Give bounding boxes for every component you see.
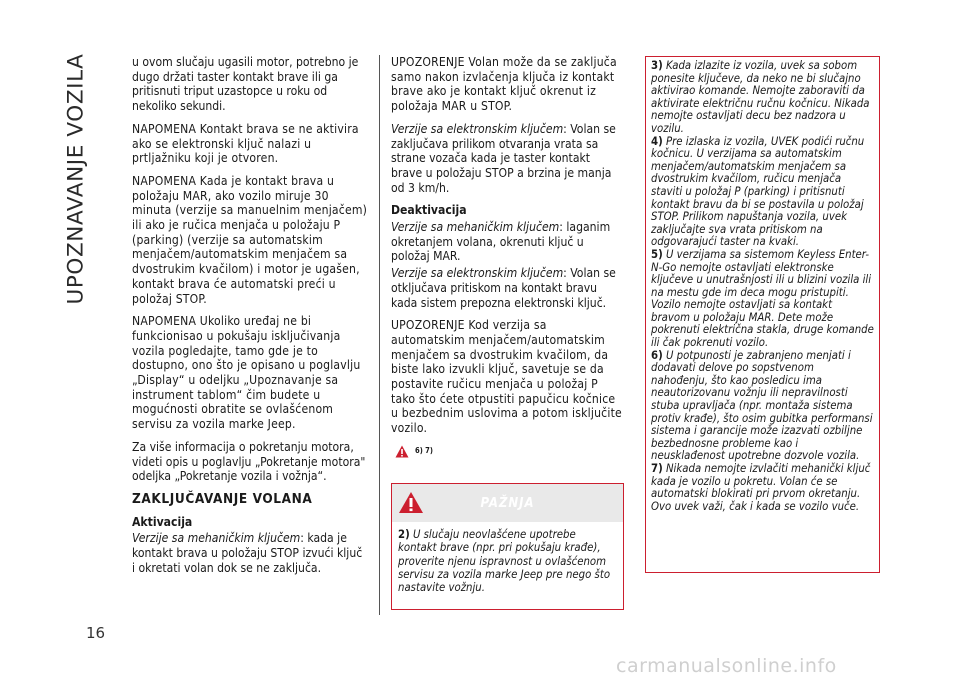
note-text: Nikada nemojte izvlačiti mehanički ključ kada je vozilo u pokretu. Volan će se automatski blokirati pri prvom okretanju. Ovo uvek važi, čak i kada se vozilo vuče. <box>651 462 871 513</box>
warning-paragraph: UPOZORENJE Volan može da se zaključa samo nakon izvlačenja ključa iz kontakt brave ako je kontakt ključ okrenut iz položaja MAR u STOP. <box>391 55 617 114</box>
watermark: carmanualsonline.info <box>616 655 837 677</box>
note-item <box>651 136 874 249</box>
section-heading: ZAKLJUČAVANJE VOLANA <box>132 490 313 507</box>
paragraph: Za više informacija o pokretanju motora, videti opis u poglavlju „Pokretanje motora" odeljka „Pokretanje vozila i vožnja“. <box>132 439 366 484</box>
note-text: U verzijama sa sistemom Keyless Enter-N-Go nemojte ostavljati elektronske ključeve u unutrašnjosti ili u blizini vozila ili na mestu gde im deca mogu pristupiti. Vozilo nemojte ostavljati sa kontakt bravom u položaju MAR. Dete može pokrenuti električna stakla, druge komande ili čak pokrenuti vozilo. <box>651 247 874 350</box>
paragraph <box>391 122 624 196</box>
subheading: Aktivacija <box>132 514 193 529</box>
note-paragraph: NAPOMENA Kada je kontakt brava u položaju MAR, ako vozilo miruje 30 minuta (verzije sa manuelnim menjačem) ili ako je ručica menjača u položaju P (parking) (verzije sa automatskim menjačem/automatskim menjačem sa dvostrukim kvačilom) i motor je ugašen, kontakt brava će automatski preći u položaj STOP. <box>132 173 368 306</box>
warning-number: 2) <box>398 528 410 541</box>
note-item <box>651 350 874 463</box>
column-divider <box>379 55 380 615</box>
warning-body: U slučaju neovlašćene upotrebe kontakt brave (npr. pri pokušaju krađe), proverite njenu ispravnost u ovlašćenom servisu za vozila marke Jeep pre nego što nastavite vožnju. <box>398 528 611 595</box>
note-number: 3) <box>651 59 663 72</box>
note-number: 5) <box>651 247 663 261</box>
subheading: Deaktivacija <box>391 203 467 218</box>
warning-box <box>391 483 624 610</box>
version-label: Verzije sa mehaničkim ključem <box>391 220 560 235</box>
version-label: Verzije sa elektronskim ključem <box>391 121 564 136</box>
page-number: 16 <box>86 624 106 642</box>
footnote-numbers: 6) 7) <box>415 445 433 455</box>
notes-box <box>645 56 880 573</box>
warning-title: PAŽNJA <box>480 496 535 511</box>
note-text: Kada izlazite iz vozila, uvek sa sobom ponesite ključeve, da neko ne bi slučajno aktivirao komande. Nemojte zaboraviti da aktivirate električnu ručnu kočnicu. Nikada nemojte ostavljati decu bez nadzora u vozilu. <box>651 59 870 135</box>
warning-triangle-icon <box>395 445 409 458</box>
paragraph-text: : kada je kontakt brava u položaju STOP izvući ključ i okretati volan dok se ne zaključa. <box>132 531 363 575</box>
warning-paragraph: UPOZORENJE Kod verzija sa automatskim menjačem/automatskim menjačem sa dvostrukim kvačilom, da biste lako izvukli ključ, savetuje se da postavite ručicu menjača u položaj P tako što ćete otpustiti papučicu kočnice u bezbednim uslovima a potom isključite vozilo. <box>391 318 622 436</box>
paragraph-text: : laganim okretanjem volana, okrenuti ključ u položaj MAR. <box>391 220 611 264</box>
version-label: Verzije sa mehaničkim ključem <box>132 531 301 546</box>
version-label: Verzije sa elektronskim ključem <box>391 266 564 281</box>
section-title: UPOZNAVANJE VOZILA <box>63 53 89 305</box>
paragraph-text: : Volan se otključava pritiskom na kontakt bravu kada sistem prepozna elektronski ključ. <box>391 266 616 310</box>
paragraph-text: : Volan se zaključava prilikom otvaranja vrata sa strane vozača kada je taster kontakt brave u položaju STOP a brzina je manja od 3 km/h. <box>391 121 616 195</box>
paragraph <box>391 220 624 264</box>
note-paragraph: NAPOMENA Ukoliko uređaj ne bi funkcionisao u pokušaju isključivanja vozila pogledajte, tamo gde je to dostupno, ono što je opisano u poglavlju „Display“ u odeljku „Upoznavanje sa instrument tablom“ čim budete u mogućnosti obratite se ovlašćenom servisu za vozila marke Jeep. <box>132 314 361 432</box>
note-text: U potpunosti je zabranjeno menjati i dodavati delove po sopstvenom nahođenju, što kao posledicu ima neautorizovanu vožnju ili nepravilnosti stuba upravljača (npr. montaža sistema protiv krađe), što osim gubitka performansi sistema i garancije može izazvati ozbiljne bezbednosne probleme kao i neusklađenost upotrebne dozvole vozila. <box>651 348 873 463</box>
footnote-refs <box>395 444 624 459</box>
note-item <box>651 463 874 513</box>
note-paragraph: NAPOMENA Kontakt brava se ne aktivira ako se elektronski ključ nalazi u prtljažniku koji je otvoren. <box>132 121 359 166</box>
warning-text <box>392 522 623 594</box>
note-number: 4) <box>651 134 663 148</box>
note-text: Pre izlaska iz vozila, UVEK podići ručnu kočnicu. U verzijama sa automatskim menjačem/automatskim menjačem sa dvostrukim kvačilom, ručicu menjača staviti u položaj P (parking) i pritisnuti kontakt bravu da bi se postavila u položaj STOP. Prilikom napuštanja vozila, uvek zaključajte sva vrata pritiskom na odgovarajući taster na kvaki. <box>651 134 865 249</box>
paragraph <box>132 531 368 575</box>
note-item <box>651 249 874 350</box>
warning-header <box>392 484 623 522</box>
note-number: 6) <box>651 348 663 362</box>
note-item <box>651 60 874 136</box>
paragraph <box>391 266 624 310</box>
text-column-left <box>132 55 368 584</box>
paragraph: u ovom slučaju ugasili motor, potrebno je dugo držati taster kontakt brave ili ga pritisnuti triput uzastopce u roku od nekoliko sekundi. <box>132 55 359 114</box>
notes-list <box>646 57 879 513</box>
text-column-middle <box>391 55 624 477</box>
note-number: 7) <box>651 462 663 475</box>
